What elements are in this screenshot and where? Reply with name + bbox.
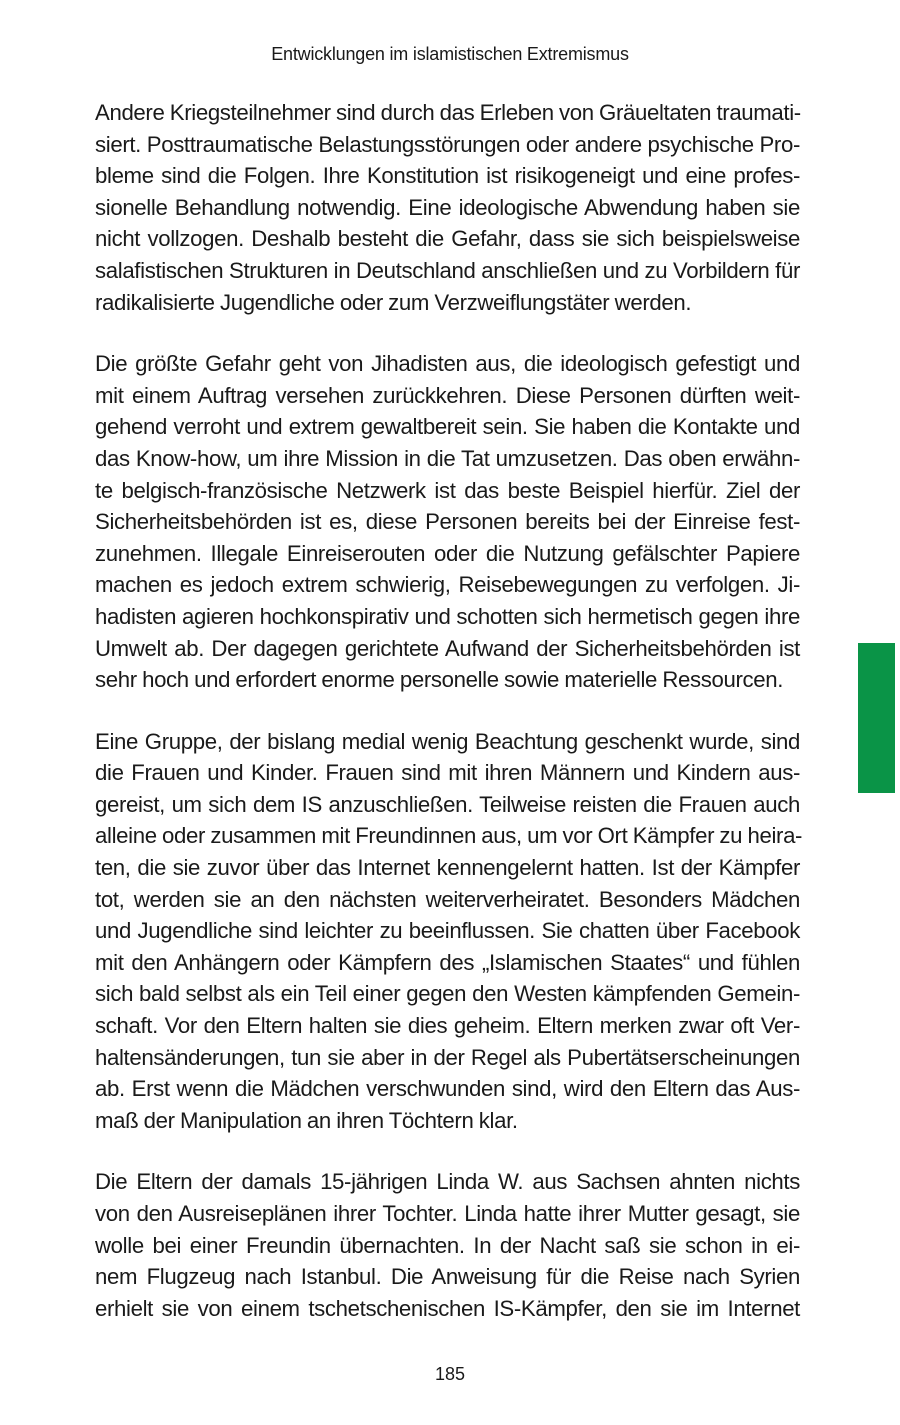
text-line: wolle bei einer Freundin übernachten. In der Nacht saß sie schon in ei-	[95, 1232, 800, 1258]
text-line: zunehmen. Illegale Einreiserouten oder die Nutzung gefälschter Papiere	[95, 540, 800, 566]
text-line: das Know-how, um ihre Mission in die Tat umzusetzen. Das oben erwähn-	[95, 445, 800, 471]
text-line: nem Flugzeug nach Istanbul. Die Anweisung für die Reise nach Syrien	[95, 1264, 800, 1290]
text-line: Umwelt ab. Der dagegen gerichtete Aufwand der Sicherheitsbehörden ist	[95, 635, 800, 661]
text-line: Eine Gruppe, der bislang medial wenig Beachtung geschenkt wurde, sind	[95, 728, 800, 754]
text-line: hadisten agieren hochkonspirativ und schotten sich hermetisch gegen ihre	[95, 603, 800, 629]
text-line: maß der Manipulation an ihren Töchtern klar.	[95, 1107, 518, 1133]
text-line: mit einem Auftrag versehen zurückkehren. Diese Personen dürften weit-	[95, 382, 800, 408]
text-line: haltensänderungen, tun sie aber in der Regel als Pubertätserscheinungen	[95, 1044, 800, 1070]
text-line: radikalisierte Jugendliche oder zum Verzweiflungstäter werden.	[95, 289, 692, 315]
text-line: salafistischen Strukturen in Deutschland anschließen und zu Vorbildern für	[95, 257, 800, 283]
page-number: 185	[434, 1364, 466, 1384]
paragraph	[95, 348, 800, 696]
text-line: schaft. Vor den Eltern halten sie dies geheim. Eltern merken zwar oft Ver-	[95, 1013, 800, 1039]
running-header: Entwicklungen im islamistischen Extremismus	[271, 44, 629, 64]
text-line: von den Ausreiseplänen ihrer Tochter. Linda hatte ihrer Mutter gesagt, sie	[95, 1201, 800, 1226]
text-line: alleine oder zusammen mit Freundinnen aus, um vor Ort Kämpfer zu heira-	[95, 823, 803, 849]
text-line: siert. Posttraumatische Belastungsstörungen oder andere psychische Pro-	[95, 131, 800, 157]
text-line: gereist, um sich dem IS anzuschließen. Teilweise reisten die Frauen auch	[95, 791, 800, 817]
paragraph	[95, 97, 800, 318]
text-line: sehr hoch und erfordert enorme personelle sowie materielle Ressourcen.	[95, 667, 784, 693]
chapter-thumb-tab	[858, 643, 895, 793]
text-line: te belgisch-französische Netzwerk ist das beste Beispiel hierfür. Ziel der	[95, 477, 800, 503]
text-line: sich bald selbst als ein Teil einer gegen den Westen kämpfenden Gemein-	[95, 981, 800, 1007]
text-line: mit den Anhängern oder Kämpfern des „Islamischen Staates“ und fühlen	[95, 949, 800, 975]
text-line: tot, werden sie an den nächsten weiterverheiratet. Besonders Mädchen	[95, 886, 800, 912]
text-line: erhielt sie von einem tschetschenischen IS-Kämpfer, den sie im Internet	[95, 1295, 800, 1321]
text-line: Die Eltern der damals 15-jährigen Linda W. aus Sachsen ahnten nichts	[95, 1169, 800, 1195]
text-line: ab. Erst wenn die Mädchen verschwunden sind, wird den Eltern das Aus-	[95, 1076, 800, 1102]
text-column	[95, 97, 803, 1354]
text-line: gehend verroht und extrem gewaltbereit sein. Sie haben die Kontakte und	[95, 414, 800, 440]
text-line: ten, die sie zuvor über das Internet kennengelernt hatten. Ist der Kämpfer	[95, 855, 800, 881]
paragraph	[95, 1166, 800, 1324]
text-line: nicht vollzogen. Deshalb besteht die Gefahr, dass sie sich beispielsweise	[95, 226, 800, 252]
text-line: die Frauen und Kinder. Frauen sind mit ihren Männern und Kindern aus-	[95, 760, 800, 786]
text-line: Sicherheitsbehörden ist es, diese Personen bereits bei der Einreise fest-	[95, 509, 800, 535]
text-line: und Jugendliche sind leichter zu beeinflussen. Sie chatten über Facebook	[95, 918, 800, 944]
text-line: Andere Kriegsteilnehmer sind durch das Erleben von Gräueltaten traumati-	[95, 100, 801, 125]
text-line: sionelle Behandlung notwendig. Eine ideologische Abwendung haben sie	[95, 194, 800, 220]
paragraph	[95, 726, 803, 1137]
text-line: bleme sind die Folgen. Ihre Konstitution ist risikogeneigt und eine profes-	[95, 163, 800, 189]
text-line: Die größte Gefahr geht von Jihadisten aus, die ideologisch gefestigt und	[95, 351, 800, 377]
text-line: machen es jedoch extrem schwierig, Reisebewegungen zu verfolgen. Ji-	[95, 572, 800, 598]
